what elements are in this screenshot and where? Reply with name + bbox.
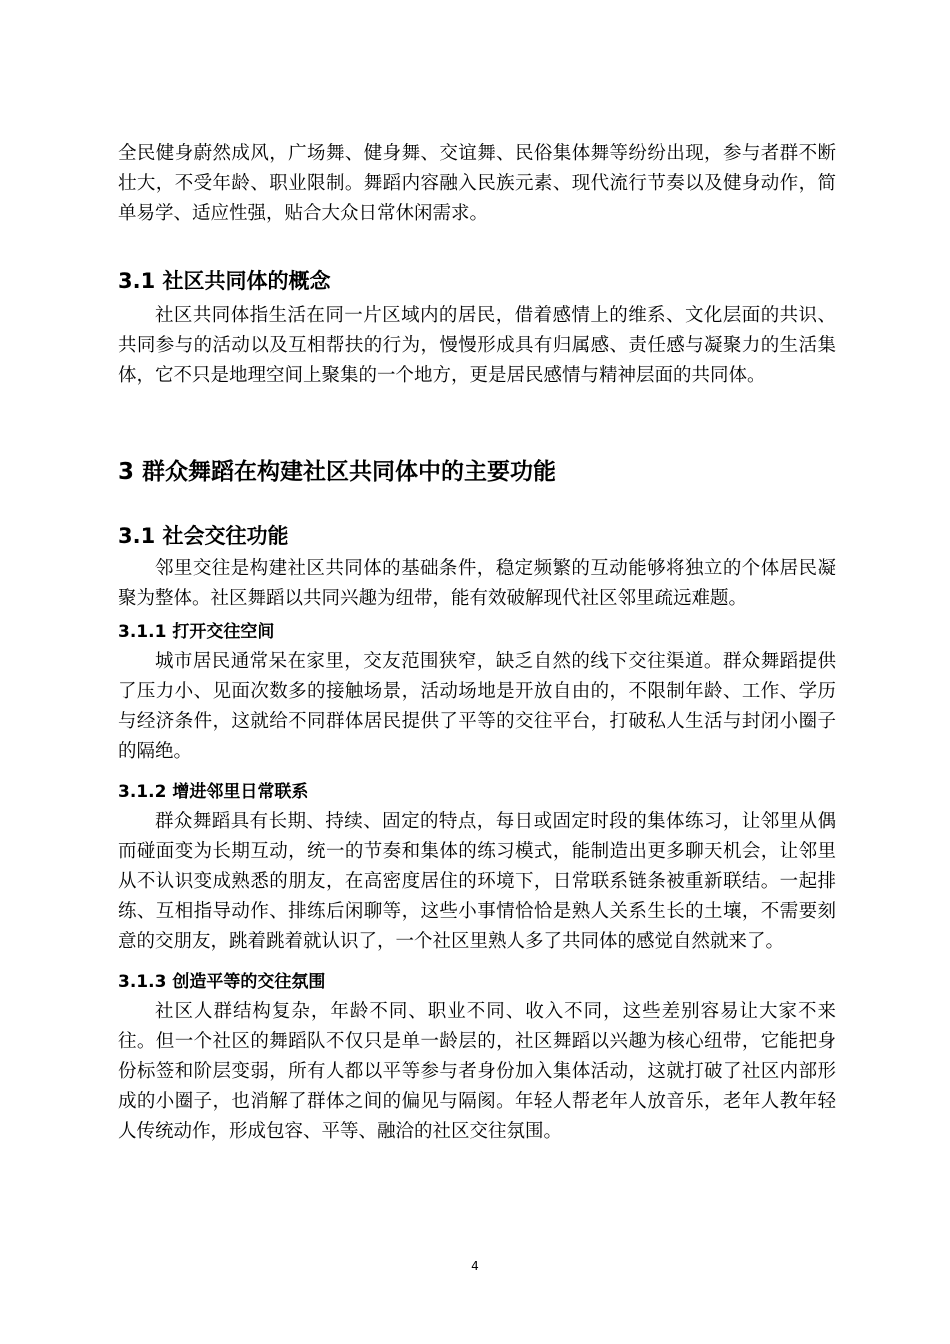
- heading-3-1-2-daily-contact: 3.1.2 增进邻里日常联系: [118, 782, 309, 802]
- intro-paragraph-block: [118, 139, 836, 229]
- section-3-1-3: [118, 969, 836, 1147]
- heading-3-1-community-concept: 3.1 社区共同体的概念: [118, 269, 331, 293]
- section-3-1-social: [118, 521, 836, 614]
- daily-contact-paragraph: 群众舞蹈具有长期、持续、固定的特点，每日或固定时段的集体练习，让邻里从偶而碰面变为长期互动，统一的节奏和集体的练习模式，能制造出更多聊天机会，让邻里从不认识变成熟悉的朋友，在高密度居住的环境下，日常联系链条被重新联结。一起排练、互相指导动作、排练后闲聊等，这些小事情恰恰是熟人关系生长的土壤，不需要刻意的交朋友，跳着跳着就认识了，一个社区里熟人多了共同体的感觉自然就来了。: [118, 811, 836, 952]
- heading-3-1-3-equal-atmosphere: 3.1.3 创造平等的交往氛围: [118, 972, 326, 992]
- section-3-main: [118, 456, 836, 488]
- heading-3-1-1-open-space: 3.1.1 打开交往空间: [118, 622, 275, 642]
- page-number: 4: [471, 1259, 479, 1273]
- social-function-paragraph: 邻里交往是构建社区共同体的基础条件，稳定频繁的互动能够将独立的个体居民凝聚为整体。社区舞蹈以共同兴趣为纽带，能有效破解现代社区邻里疏远难题。: [118, 558, 836, 609]
- section-3-1-concept: [118, 266, 836, 391]
- heading-3-1-social-function: 3.1 社会交往功能: [118, 524, 289, 548]
- section-3-1-2: [118, 779, 836, 957]
- open-space-paragraph: 城市居民通常呆在家里，交友范围狭窄，缺乏自然的线下交往渠道。群众舞蹈提供了压力小、见面次数多的接触场景，活动场地是开放自由的，不限制年龄、工作、学历与经济条件，这就给不同群体居民提供了平等的交往平台，打破私人生活与封闭小圈子的隔绝。: [118, 651, 836, 762]
- heading-3-main-functions: 3 群众舞蹈在构建社区共同体中的主要功能: [118, 459, 557, 485]
- equal-atmosphere-paragraph: 社区人群结构复杂，年龄不同、职业不同、收入不同，这些差别容易让大家不来往。但一个社区的舞蹈队不仅只是单一龄层的，社区舞蹈以兴趣为核心纽带，它能把身份标签和阶层变弱，所有人都以平等参与者身份加入集体活动，这就打破了社区内部形成的小圈子，也消解了群体之间的偏见与隔阂。年轻人帮老年人放音乐，老年人教年轻人传统动作，形成包容、平等、融洽的社区交往氛围。: [118, 1001, 836, 1142]
- intro-paragraph: 全民健身蔚然成风，广场舞、健身舞、交谊舞、民俗集体舞等纷纷出现，参与者群不断壮大，不受年龄、职业限制。舞蹈内容融入民族元素、现代流行节奏以及健身动作，简单易学、适应性强，贴合大众日常休闲需求。: [118, 143, 836, 224]
- section-3-1-1: [118, 619, 836, 767]
- community-concept-paragraph: 社区共同体指生活在同一片区域内的居民，借着感情上的维系、文化层面的共识、共同参与的活动以及互相帮扶的行为，慢慢形成具有归属感、责任感与凝聚力的生活集体，它不只是地理空间上聚集的一个地方，更是居民感情与精神层面的共同体。: [118, 305, 836, 386]
